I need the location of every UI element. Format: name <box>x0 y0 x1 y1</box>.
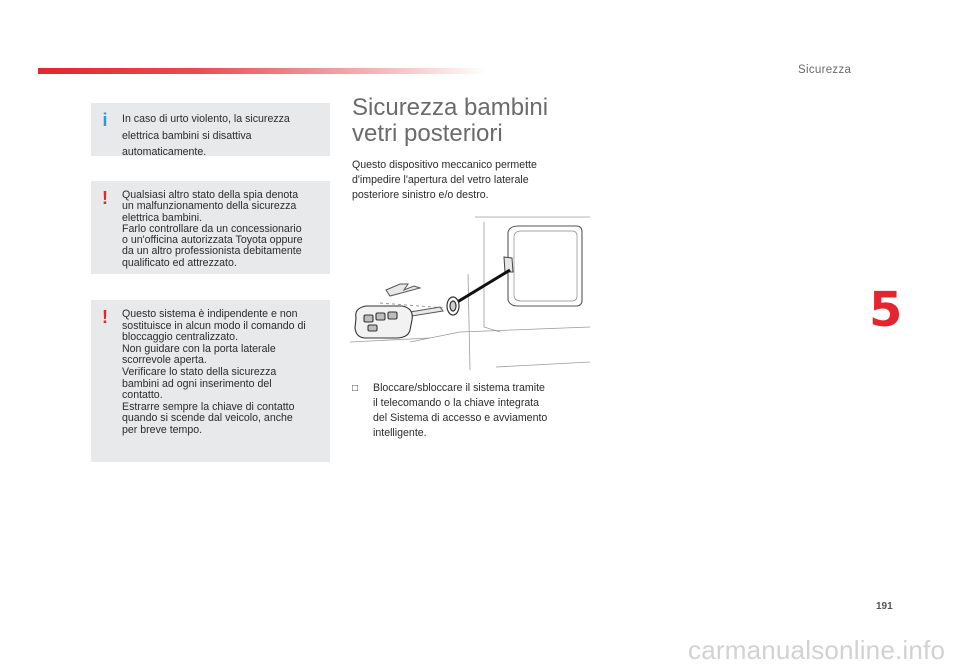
warning-note-text: Qualsiasi altro stato della spia denota un malfunzionamento della sicurezza elettrica bambini. Farlo controllare da un concessionario o un'officina autorizzata Toyota oppure da un altro professionista debitamente qualificato ed attrezzato. <box>122 189 303 269</box>
rear-window-child-lock-illustration <box>350 212 592 370</box>
page-number: 191 <box>876 601 893 612</box>
checkbox-bullet-icon: □ <box>352 383 359 394</box>
warning-icon: ! <box>102 188 108 208</box>
lock-button <box>447 297 459 315</box>
header-accent-bar <box>38 68 488 74</box>
instruction-step <box>352 381 582 441</box>
window-frame <box>508 226 582 306</box>
intro-paragraph: Questo dispositivo meccanico permette d'impedire l'apertura del vetro laterale posteriore sinistro e/o destro. <box>352 159 537 201</box>
warning-icon: ! <box>102 307 108 327</box>
chapter-number: 5 <box>869 282 903 338</box>
page-title: Sicurezza bambini vetri posteriori <box>352 94 549 147</box>
instruction-step-text: Bloccare/sbloccare il sistema tramite il telecomando o la chiave integrata del Sistema di accesso e avviamento intelligente. <box>373 382 548 439</box>
info-note <box>91 103 330 156</box>
remote-key-fob <box>355 306 412 338</box>
info-note-text: In caso di urto violento, la sicurezza elettrica bambini si disattiva automaticamente. <box>122 113 290 158</box>
info-icon: i <box>102 110 108 130</box>
warning-note-independent-system <box>91 300 330 462</box>
watermark-text: carmanualsonline.info <box>688 635 946 665</box>
warning-note-malfunction <box>91 181 330 274</box>
header-section-title: Sicurezza <box>798 64 852 76</box>
warning-note-text: Questo sistema è indipendente e non sostituisce in alcun modo il comando di bloccaggio centralizzato. Non guidare con la porta laterale scorrevole aperta. Verificare lo stato della sicurezza bambini ad ogni inserimento del contatto. Estrarre sempre la chiave di contatto quando si scende dal veicolo, anche per breve tempo. <box>122 308 306 436</box>
pointer-arrow <box>454 270 510 304</box>
